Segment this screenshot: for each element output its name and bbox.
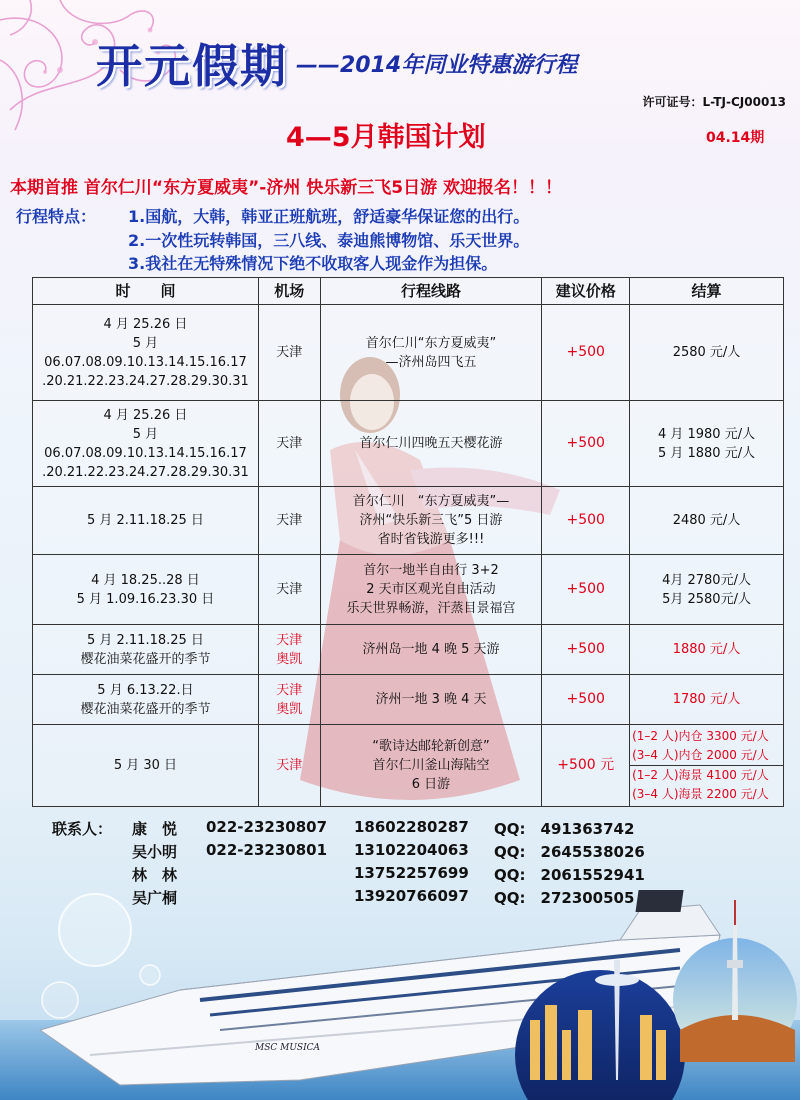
cell-airport-line: 奥凯 xyxy=(276,651,303,667)
cell-settlement xyxy=(630,487,784,555)
cell-date-line: .20.21.22.23.24.27.28.29.30.31 xyxy=(42,464,249,480)
cell-settlement-line: (1–2 人)内仓 3300 元/人 xyxy=(632,729,769,743)
cell-date-line: 4 月 25.26 日 xyxy=(103,316,188,332)
cell-date-line: .20.21.22.23.24.27.28.29.30.31 xyxy=(42,373,249,389)
cell-price: +500 xyxy=(542,401,630,487)
cell-settlement-line: (3–4 人)海景 2200 元/人 xyxy=(632,787,769,801)
contact-mobile: 13102204063 xyxy=(354,841,469,859)
cell-route-line: 6 日游 xyxy=(411,777,451,792)
cell-settlement-line: 2580 元/人 xyxy=(672,345,741,360)
cell-route xyxy=(320,555,542,625)
cell-settlement-line: (3–4 人)内仓 2000 元/人 xyxy=(630,746,783,766)
header-date: 时 间 xyxy=(33,278,259,305)
table-row xyxy=(33,401,784,487)
features-label: 行程特点： xyxy=(16,207,97,226)
cell-settlement-line: 1780 元/人 xyxy=(672,692,741,707)
contact-name: 康 悦 xyxy=(132,820,178,838)
cell-price: +500 xyxy=(542,625,630,675)
cell-date xyxy=(33,725,259,807)
cell-date-line: 5 月 2.11.18.25 日 xyxy=(86,513,204,528)
contact-qq: QQ: 2061552941 xyxy=(494,866,645,884)
headline-promo: 本期首推 首尔仁川“东方夏威夷”-济州 快乐新三飞5日游 欢迎报名！！！ xyxy=(10,178,562,198)
ship-name-label: MSC MUSICA xyxy=(255,1043,321,1053)
cell-settlement xyxy=(630,401,784,487)
cell-settlement xyxy=(630,725,784,807)
contact-qq: QQ: 272300505 xyxy=(494,889,635,907)
table-row xyxy=(33,625,784,675)
cell-date-line: 4 月 18.25..28 日 xyxy=(91,572,200,588)
cell-settlement xyxy=(630,305,784,401)
cell-route xyxy=(320,625,542,675)
table-row xyxy=(33,487,784,555)
cell-date xyxy=(33,305,259,401)
contact-name: 吴小明 xyxy=(132,843,178,861)
table-row xyxy=(33,555,784,625)
cell-route xyxy=(320,675,542,725)
plan-title: 4—5月韩国计划 xyxy=(286,122,486,153)
cell-airport-line: 天津 xyxy=(276,513,303,528)
cell-date-line: 樱花油菜花盛开的季节 xyxy=(80,701,211,717)
contact-name: 吴广桐 xyxy=(132,889,178,907)
cell-settlement xyxy=(630,625,784,675)
cell-route xyxy=(320,401,542,487)
cell-date-line: 06.07.08.09.10.13.14.15.16.17 xyxy=(44,445,247,461)
cell-price: +500 元 xyxy=(542,725,630,807)
header-route: 行程线路 xyxy=(320,278,542,305)
brand-title: 开元假期 xyxy=(96,39,288,93)
cell-airport xyxy=(258,725,320,807)
cell-settlement-line: (1–2 人)海景 4100 元/人 xyxy=(632,768,769,782)
cell-date-line: 5 月 2.11.18.25 日 xyxy=(86,632,204,648)
cell-route xyxy=(320,305,542,401)
cell-airport xyxy=(258,305,320,401)
contact-tel: 022-23230801 xyxy=(206,841,328,859)
cell-airport xyxy=(258,625,320,675)
cell-date-line: 5 月 xyxy=(132,335,159,351)
cell-date-line: 4 月 25.26 日 xyxy=(103,407,188,423)
table-row xyxy=(33,725,784,807)
cell-airport-line: 天津 xyxy=(276,758,303,773)
cell-route-line: 济州岛一地 4 晚 5 天游 xyxy=(362,642,500,657)
cell-airport-line: 奥凯 xyxy=(276,701,303,717)
cell-price: +500 xyxy=(542,487,630,555)
feature-item-1: 1.国航，大韩，韩亚正班航班，舒适豪华保证您的出行。 xyxy=(128,207,530,226)
cell-route-line: 省时省钱游更多!!! xyxy=(377,532,485,547)
contact-qq: QQ: 491363742 xyxy=(494,820,635,838)
contact-tel: 022-23230807 xyxy=(206,818,328,836)
issue-number: 04.14期 xyxy=(706,130,765,146)
feature-item-3: 3.我社在无特殊情况下绝不收取客人现金作为担保。 xyxy=(128,254,498,273)
cell-airport-line: 天津 xyxy=(276,632,303,648)
contact-mobile: 13752257699 xyxy=(354,864,469,882)
cell-date xyxy=(33,625,259,675)
cell-route-line: 济州一地 3 晚 4 天 xyxy=(375,692,487,707)
cell-airport-line: 天津 xyxy=(276,345,303,360)
cell-route xyxy=(320,487,542,555)
cruise-ship-and-seoul-images xyxy=(0,880,800,1100)
tour-schedule-table xyxy=(32,277,784,807)
cell-price: +500 xyxy=(542,675,630,725)
brand-tagline: ——2014年同业特惠游行程 xyxy=(296,53,578,78)
table-header-row xyxy=(33,278,784,305)
cell-route-line: 2 天市区观光自由活动 xyxy=(366,582,496,597)
cell-route-line: 首尔一地半自由行 3+2 xyxy=(363,563,499,578)
cell-airport xyxy=(258,555,320,625)
header-airport: 机场 xyxy=(258,278,320,305)
cell-airport xyxy=(258,487,320,555)
cell-settlement xyxy=(630,675,784,725)
cell-date-line: 06.07.08.09.10.13.14.15.16.17 xyxy=(44,354,247,370)
license-number: 许可证号：L-TJ-CJ00013 xyxy=(642,95,786,109)
table-body xyxy=(33,305,784,807)
cell-route-line: 乐天世界畅游，汗蒸目景福宫 xyxy=(346,601,516,616)
cell-route-line: 首尔仁川四晚五天樱花游 xyxy=(359,436,503,451)
contact-label: 联系人： xyxy=(52,820,113,838)
cell-date xyxy=(33,401,259,487)
cell-date-line: 5 月 6.13.22.日 xyxy=(97,682,194,698)
contact-mobile: 18602280287 xyxy=(354,818,469,836)
cell-route-line: 济州“快乐新三飞”5 日游 xyxy=(359,513,503,528)
cell-date-line: 5 月 1.09.16.23.30 日 xyxy=(76,591,215,607)
cell-route-line: 首尔仁川“东方夏威夷” xyxy=(365,335,497,351)
contact-qq: QQ: 2645538026 xyxy=(494,843,645,861)
cell-airport xyxy=(258,401,320,487)
cell-route-line: 首尔仁川釜山海陆空 xyxy=(372,758,490,773)
header-price: 建议价格 xyxy=(542,278,630,305)
cell-settlement-line: 5月 2580元/人 xyxy=(662,591,751,607)
cell-route-line: “歌诗达邮轮新创意” xyxy=(372,739,490,754)
table-row xyxy=(33,675,784,725)
cell-date xyxy=(33,675,259,725)
cell-date-line: 5 月 xyxy=(132,426,159,442)
cell-airport-line: 天津 xyxy=(276,582,303,597)
cell-date-line: 樱花油菜花盛开的季节 xyxy=(80,651,211,667)
cell-price: +500 xyxy=(542,305,630,401)
cell-route xyxy=(320,725,542,807)
cell-settlement-line: 2480 元/人 xyxy=(672,513,741,528)
cell-date xyxy=(33,487,259,555)
cell-date-line: 5 月 30 日 xyxy=(113,758,178,773)
cell-settlement-line: 1880 元/人 xyxy=(672,642,741,657)
cell-route-line: 首尔仁川 “东方夏威夷”— xyxy=(352,494,510,509)
cell-airport-line: 天津 xyxy=(276,682,303,698)
header-settlement: 结算 xyxy=(630,278,784,305)
feature-item-2: 2.一次性玩转韩国，三八线、泰迪熊博物馆、乐天世界。 xyxy=(128,231,530,250)
cell-price: +500 xyxy=(542,555,630,625)
cell-date xyxy=(33,555,259,625)
cell-airport-line: 天津 xyxy=(276,436,303,451)
cell-settlement-line: 4 月 1980 元/人 xyxy=(657,426,756,442)
cell-airport xyxy=(258,675,320,725)
cell-settlement-line: 5 月 1880 元/人 xyxy=(657,445,756,461)
cell-settlement-line: 4月 2780元/人 xyxy=(662,572,751,588)
contact-mobile: 13920766097 xyxy=(354,887,469,905)
contact-name: 林 林 xyxy=(132,866,178,884)
table-row xyxy=(33,305,784,401)
cell-route-line: —济州岛四飞五 xyxy=(385,354,477,370)
cell-settlement xyxy=(630,555,784,625)
